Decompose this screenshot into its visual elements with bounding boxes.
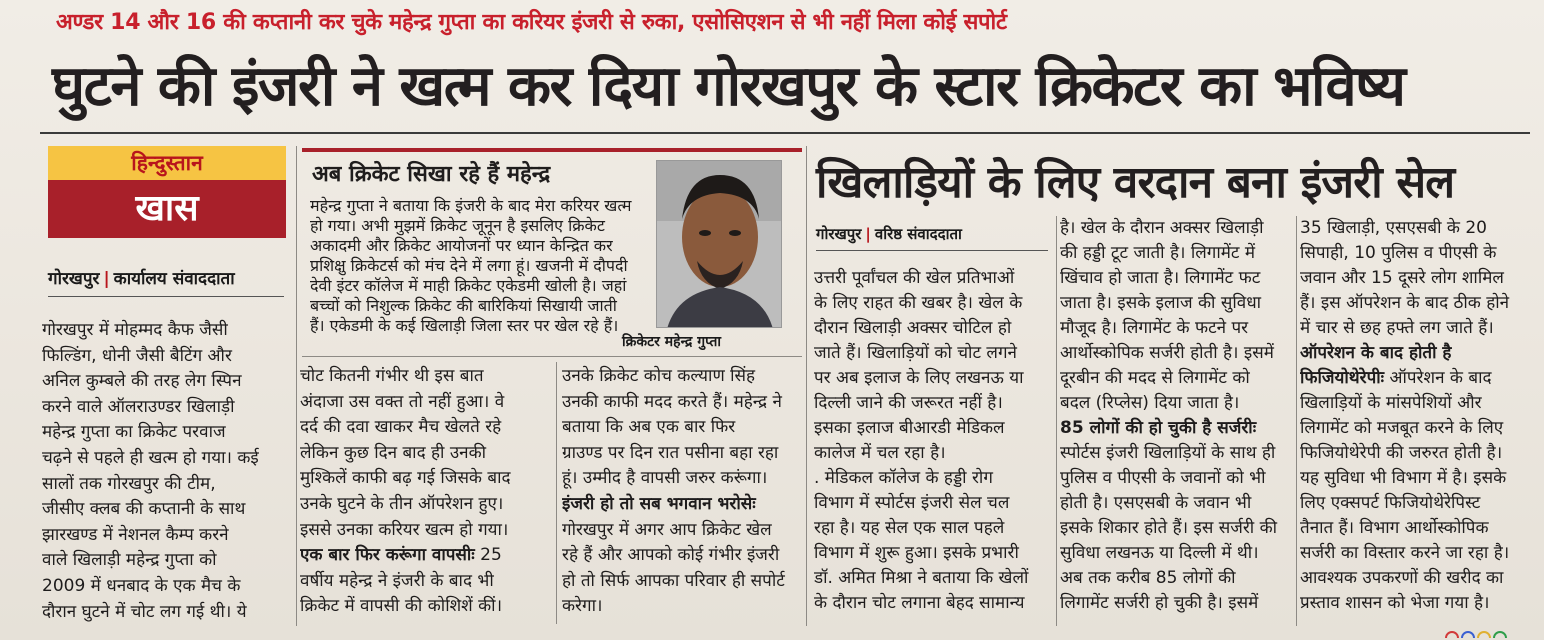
brand-tag: खास <box>48 180 286 238</box>
byline-role: कार्यालय संवाददाता <box>113 269 235 289</box>
brand-badge <box>48 146 286 238</box>
story2-col3-subhead: ऑपरेशन के बाद होती है फिजियोथेरेपीः <box>1300 343 1452 388</box>
column-divider <box>1296 216 1297 626</box>
story-divider <box>806 146 807 626</box>
story2-col2-text-2: स्पोर्टस इंजरी खिलाड़ियों के साथ ही पुलिस व पीएसी के जवानों को भी होती है। एसएसबी के जवान भी इसके शिकार होते हैं। इस सर्जरी की सुविधा लखनऊ या दिल्ली में थी। अब तक करीब 85 लोगों की लिगामेंट सर्जरी हो चुकी है। इसमें <box>1060 443 1278 613</box>
story1-column-1: गोरखपुर में मोहम्मद कैफ जैसी फिल्डिंग, धोनी जैसी बैटिंग और अनिल कुम्बले की तरह लेग स्पिन करने वाले ऑलराउण्डर खिलाड़ी महेन्द्र गुप्ता का क्रिकेट परवाज चढ़ने से पहले ही खत्म हो गया। कई सालों तक गोरखपुर की टीम, जीसीए क्लब की कप्तानी के साथ झारखण्ड में नेशनल कैम्प करने वाले खिलाड़ी महेन्द्र गुप्ता को 2009 में धनबाद के एक मैच के दौरान घुटने में चोट लग गई थी। ये <box>42 320 259 622</box>
story2-col3-text-2: ऑपरेशन के बाद खिलाड़ियों के मांसपेशियों और लिगामेंट को मजबूत करने के लिए फिजियोथेरेपी की जरुरत होती है। यह सुविधा भी विभाग में है। इसके लिए एक्सपर्ट फिजियोथेरेपिस्ट तैनात हैं। विभाग आर्थोस्कोपिक सर्जरी का विस्तार करने जा रहा है। आवश्यक उपकरणों की खरीद का प्रस्ताव शासन को भेजा गया है। <box>1300 368 1510 613</box>
column-divider <box>296 146 297 626</box>
brand-name: हिन्दुस्तान <box>48 146 286 180</box>
decorative-rings-icon <box>1444 628 1514 638</box>
byline-underline <box>48 296 284 297</box>
story2-col2-text: है। खेल के दौरान अक्सर खिलाड़ी की हड्डी टूट जाती है। लिगामेंट में खिंचाव हो जाता है। लिगामेंट फट जाता है। इसके इलाज की सुविधा मौजूद है। लिगामेंट के फटने पर आर्थोस्कोपिक सर्जरी होती है। इसमें दूरबीन की मदद से लिगामेंट को बदल (रिप्लेस) दिया जाता है। <box>1060 218 1274 413</box>
sidebar-bottom-rule <box>302 356 802 357</box>
column-divider <box>1056 216 1057 626</box>
story1-column-3 <box>562 364 802 626</box>
story1-col2-text: चोट कितनी गंभीर थी इस बात अंदाजा उस वक्त तो नहीं हुआ। वे दर्द की दवा खाकर मैच खेलते रहे लेकिन कुछ दिन बाद ही उनकी मुश्किलें काफी बढ़ गई जिसके बाद उनके घुटने के तीन ऑपरेशन हुए। इससे उनका करियर खत्म हो गया। <box>300 366 511 540</box>
story2-headline: खिलाड़ियों के लिए वरदान बना इंजरी सेल <box>816 157 1455 208</box>
story1-col3-text: उनके क्रिकेट कोच कल्याण सिंह उनकी काफी मदद करते हैं। महेन्द्र ने बताया कि अब एक बार फिर ग्राउण्ड पर दिन रात पसीना बहा रहा हूं। उम्मीद है वापसी जरुर करूंगा। <box>562 366 782 489</box>
story2-column-3 <box>1300 216 1520 630</box>
kicker: अण्डर 14 और 16 की कप्तानी कर चुके महेन्द्र गुप्ता का करियर इंजरी से रुका, एसोसिएशन से भी नहीं मिला कोई सपोर्ट <box>56 10 1007 35</box>
story2-byline <box>816 224 962 244</box>
byline-separator: | <box>103 269 110 289</box>
byline-underline <box>816 250 1048 251</box>
sidebar-text: महेन्द्र गुप्ता ने बताया कि इंजरी के बाद मेरा करियर खत्म हो गया। अभी मुझमें क्रिकेट जूनून है इसलिए क्रिकेट अकादमी और क्रिकेट आयोजनों पर ध्यान केन्द्रित कर प्रशिक्षु क्रिकेटर्स को मंच देने में लगा हूं। खजनी में दौपदी देवी इंटर कॉलेज में माही क्रिकेट एकेडमी खोली है। जहां बच्चों को निशुल्क क्रिकेट की बारिकियां सिखायी जाती हैं। एकेडमी के कई खिलाड़ी जिला स्तर पर खेल रहे हैं। <box>310 196 632 335</box>
story1-col2-subhead: एक बार फिर करूंगा वापसीः <box>300 545 475 566</box>
photo-caption: क्रिकेटर महेन्द्र गुप्ता <box>622 334 722 350</box>
story1-byline <box>48 266 235 289</box>
story2-col3-text: 35 खिलाड़ी, एसएसबी के 20 सिपाही, 10 पुलिस व पीएसी के जवान और 15 दूसरे लोग शामिल हैं। इस ऑपरेशन के बाद ठीक होने में चार से छह हफ्ते लग जाते हैं। <box>1300 218 1510 338</box>
sidebar-rule <box>302 148 802 152</box>
byline-place: गोरखपुर <box>816 225 862 243</box>
story1-col2-text-2: 25 वर्षीय महेन्द्र ने इंजरी के बाद भी क्रिकेट में वापसी की कोशिशें कीं। <box>300 545 503 617</box>
player-photo <box>656 160 782 328</box>
column-divider <box>556 362 557 624</box>
story2-column-1: उत्तरी पूर्वांचल की खेल प्रतिभाओं के लिए राहत की खबर है। खेल के दौरान खिलाड़ी अक्सर चोटिल हो जाते हैं। खिलाड़ियों को चोट लगने पर अब इलाज के लिए लखनऊ या दिल्ली जाने की जरूरत नहीं है। इसका इलाज बीआरडी मेडिकल कालेज में चल रहा है। . मेडिकल कॉलेज के हड्डी रोग विभाग में स्पोर्टस इंजरी सेल चल रहा है। यह सेल एक साल पहले विभाग में शुरू हुआ। इसके प्रभारी डॉ. अमित मिश्रा ने बताया कि खेलों के दौरान चोट लगाना बेहद सामान्य <box>814 268 1029 613</box>
top-rule <box>40 132 1530 134</box>
player-portrait-image <box>657 161 782 328</box>
story2-column-2 <box>1060 216 1292 630</box>
byline-place: गोरखपुर <box>48 269 100 289</box>
byline-role: वरिष्ठ संवाददाता <box>874 225 962 243</box>
story2-col2-subhead: 85 लोगों की हो चुकी है सर्जरीः <box>1060 418 1257 438</box>
story1-column-2 <box>300 364 550 626</box>
main-headline: घुटने की इंजरी ने खत्म कर दिया गोरखपुर के स्टार क्रिकेटर का भविष्य <box>52 54 1405 119</box>
byline-separator: | <box>865 225 871 243</box>
story1-col3-text-2: गोरखपुर में अगर आप क्रिकेट खेल रहे हैं और आपको कोई गंभीर इंजरी हो तो सिर्फ आपका परिवार ही सपोर्ट करेगा। <box>562 519 785 617</box>
story1-col3-subhead: इंजरी हो तो सब भगवान भरोसेः <box>562 493 756 514</box>
sidebar-title: अब क्रिकेट सिखा रहे हैं महेन्द्र <box>312 162 551 187</box>
